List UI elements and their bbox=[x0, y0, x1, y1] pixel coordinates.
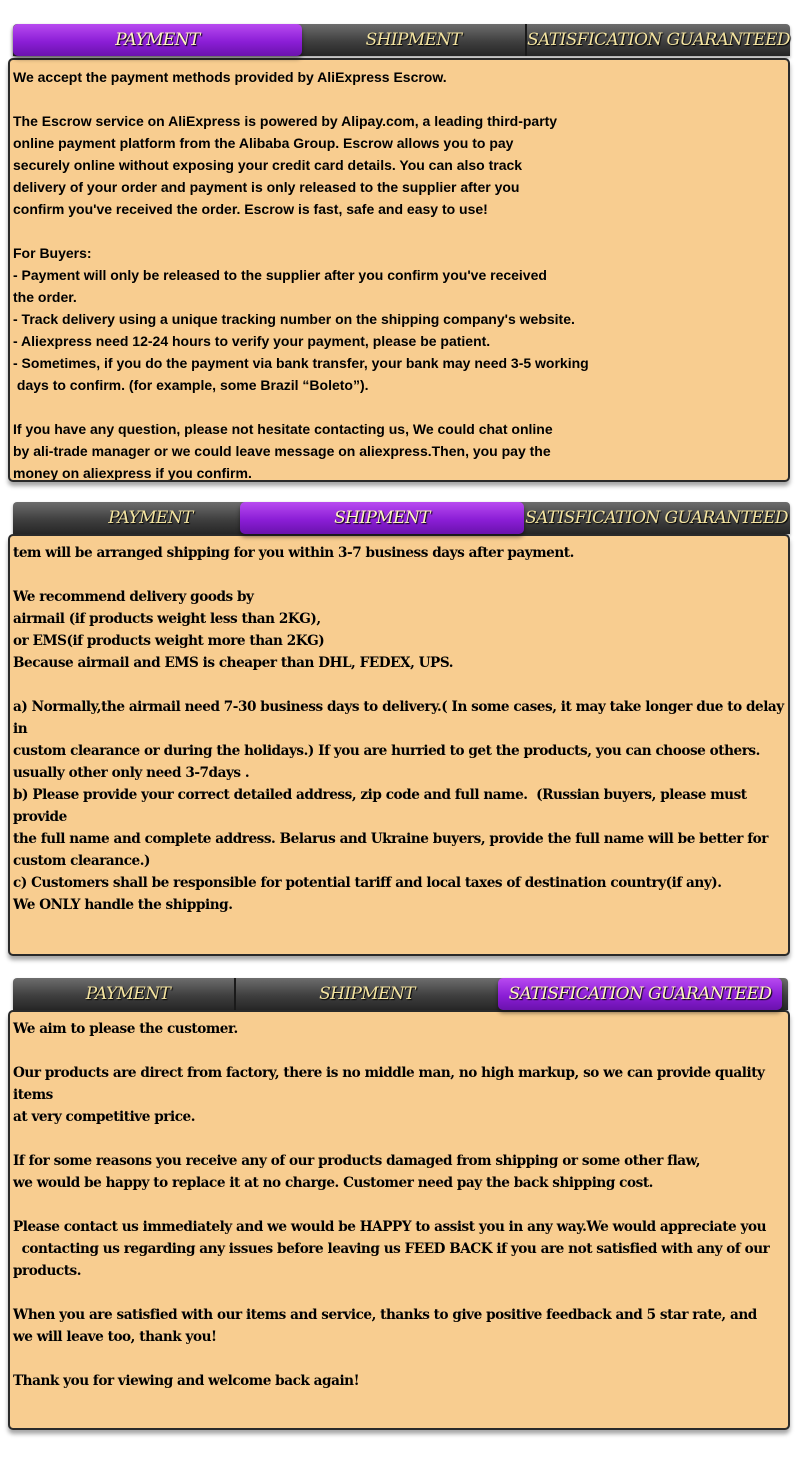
text-line: Please contact us immediately and we would be HAPPY to assist you in any way.We would appreciate you bbox=[13, 1219, 767, 1235]
text-line bbox=[13, 1128, 785, 1150]
text-line: We aim to please the customer. bbox=[13, 1021, 238, 1037]
text-line: by ali-trade manager or we could leave message on aliexpress.Then, you pay the bbox=[13, 443, 551, 459]
shipment-panel bbox=[8, 502, 790, 958]
text-line: days to confirm. (for example, some Brazil “Boleto”). bbox=[13, 377, 369, 393]
text-line bbox=[13, 396, 785, 418]
payment-content bbox=[8, 58, 790, 482]
satisfaction-panel bbox=[8, 978, 790, 1432]
text-line bbox=[13, 1194, 785, 1216]
text-line: We ONLY handle the shipping. bbox=[13, 897, 233, 913]
text-line bbox=[13, 674, 785, 696]
tab-satisfaction[interactable]: SATISFICATION GUARANTEED bbox=[525, 24, 790, 56]
text-line: For Buyers: bbox=[13, 245, 92, 261]
text-line: confirm you've received the order. Escrow is fast, safe and easy to use! bbox=[13, 201, 488, 217]
text-line bbox=[13, 1348, 785, 1370]
tab-payment[interactable]: PAYMENT bbox=[85, 984, 171, 1004]
text-line: money on aliexpress if you confirm. bbox=[13, 465, 252, 481]
text-line: When you are satisfied with our items and service, thanks to give positive feedback and 5 star rate, and bbox=[13, 1307, 757, 1323]
text-line bbox=[13, 220, 785, 242]
text-line: We accept the payment methods provided by AliExpress Escrow. bbox=[13, 69, 447, 85]
text-line: online payment platform from the Alibaba Group. Escrow allows you to pay bbox=[13, 135, 514, 151]
text-line: tem will be arranged shipping for you within 3-7 business days after payment. bbox=[13, 545, 574, 561]
text-line: the order. bbox=[13, 289, 77, 305]
text-line: custom clearance or during the holidays.) If you are hurried to get the products, you can choose others. bbox=[13, 743, 760, 759]
text-line: products. bbox=[13, 1263, 82, 1279]
payment-panel bbox=[8, 24, 790, 482]
tab-payment[interactable]: PAYMENT bbox=[108, 508, 193, 528]
tab-satisfaction[interactable]: SATISFICATION GUARANTEED bbox=[498, 978, 782, 1010]
text-line bbox=[13, 1282, 785, 1304]
text-line: securely online without exposing your credit card details. You can also track bbox=[13, 157, 523, 173]
text-line: - Payment will only be released to the supplier after you confirm you've received bbox=[13, 267, 547, 283]
text-line: we will leave too, thank you! bbox=[13, 1329, 217, 1345]
text-line bbox=[13, 88, 785, 110]
text-line bbox=[13, 564, 785, 586]
satisfaction-content bbox=[8, 1010, 790, 1430]
text-line: airmail (if products weight less than 2KG), bbox=[13, 611, 321, 627]
tab-satisfaction[interactable]: SATISFICATION GUARANTEED bbox=[525, 508, 788, 528]
tab-shipment[interactable]: SHIPMENT bbox=[365, 30, 462, 50]
text-line: Thank you for viewing and welcome back again! bbox=[13, 1373, 360, 1389]
text-line: usually other only need 3-7days . bbox=[13, 765, 250, 781]
text-line: b) Please provide your correct detailed address, zip code and full name. (Russian buyers, please must provide bbox=[13, 787, 751, 825]
tab-shipment[interactable]: SHIPMENT bbox=[234, 978, 498, 1010]
text-line: - Track delivery using a unique tracking number on the shipping company's website. bbox=[13, 311, 575, 327]
text-line: - Sometimes, if you do the payment via bank transfer, your bank may need 3-5 working bbox=[13, 355, 589, 371]
text-line: Our products are direct from factory, there is no middle man, no high markup, so we can provide quality items bbox=[13, 1065, 769, 1103]
text-line: at very competitive price. bbox=[13, 1109, 195, 1125]
text-line: c) Customers shall be responsible for potential tariff and local taxes of destination country(if any). bbox=[13, 875, 722, 891]
text-line: If for some reasons you receive any of our products damaged from shipping or some other flaw, bbox=[13, 1153, 701, 1169]
text-line: contacting us regarding any issues before leaving us FEED BACK if you are not satisfied with any of our bbox=[13, 1241, 770, 1257]
text-line bbox=[13, 1040, 785, 1062]
text-line: delivery of your order and payment is only released to the supplier after you bbox=[13, 179, 520, 195]
text-line: a) Normally,the airmail need 7-30 business days to delivery.( In some cases, it may take longer due to delay in bbox=[13, 699, 789, 737]
text-line: If you have any question, please not hesitate contacting us, We could chat online bbox=[13, 421, 553, 437]
tab-shipment[interactable]: SHIPMENT bbox=[240, 502, 524, 534]
text-line: The Escrow service on AliExpress is powered by Alipay.com, a leading third-party bbox=[13, 113, 558, 129]
text-line: custom clearance.) bbox=[13, 853, 151, 869]
text-line: the full name and complete address. Belarus and Ukraine buyers, provide the full name will be better for bbox=[13, 831, 769, 847]
shipment-content bbox=[8, 534, 790, 956]
tab-payment[interactable]: PAYMENT bbox=[13, 24, 302, 56]
text-line: We recommend delivery goods by bbox=[13, 589, 254, 605]
text-line: Because airmail and EMS is cheaper than DHL, FEDEX, UPS. bbox=[13, 655, 453, 671]
text-line: - Aliexpress need 12-24 hours to verify your payment, please be patient. bbox=[13, 333, 491, 349]
text-line: we would be happy to replace it at no charge. Customer need pay the back shipping cost. bbox=[13, 1175, 653, 1191]
text-line: or EMS(if products weight more than 2KG) bbox=[13, 633, 325, 649]
